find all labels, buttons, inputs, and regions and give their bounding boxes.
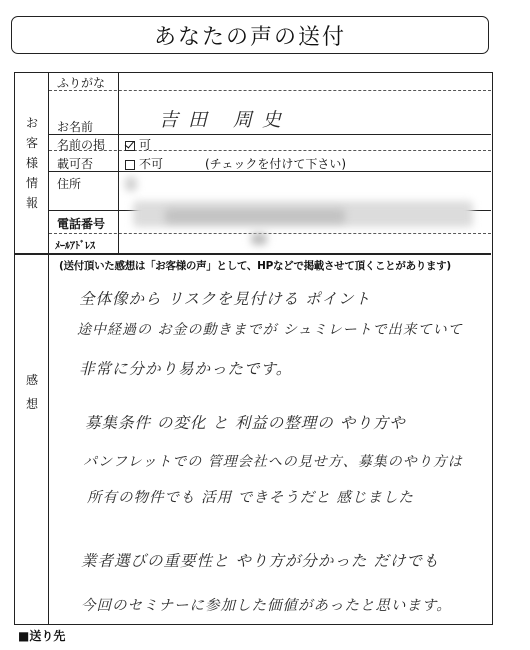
name-value: 吉田 周史 xyxy=(159,109,292,131)
impression-line: 途中経過の お金の動きまでが シュミレートで出来ていて xyxy=(77,322,463,338)
email-redacted xyxy=(251,233,267,245)
customer-label-char: お xyxy=(25,116,38,130)
publication-notice: (送付頂いた感想は「お客様の声」として、HPなどで掲載させて頂くことがあります) xyxy=(59,260,451,272)
publish-option-no[interactable] xyxy=(125,155,163,172)
address-redacted xyxy=(125,177,137,191)
impression-label-char: 感 xyxy=(25,373,38,387)
publish-row-divider xyxy=(49,150,491,151)
field-column-divider xyxy=(118,73,119,253)
section-divider xyxy=(15,253,491,255)
name-label: お名前 xyxy=(57,120,94,134)
furigana-label: ふりがな xyxy=(57,76,106,90)
customer-info-label xyxy=(15,113,49,213)
address-label: 住所 xyxy=(57,177,82,191)
page-title-text: あなたの声の送付 xyxy=(153,24,346,50)
customer-label-char: 客 xyxy=(25,136,38,150)
name-row-divider xyxy=(49,134,491,135)
checkbox-checked-icon[interactable] xyxy=(125,141,135,151)
impression-line: 今回のセミナーに参加した価値があったと思います。 xyxy=(81,598,452,614)
option-no-label: 不可 xyxy=(139,157,164,171)
impression-line: パンフレットでの 管理会社への見せ方、募集のやり方は xyxy=(83,454,463,470)
check-note: (チェックを付けて下さい) xyxy=(205,157,347,171)
impression-label xyxy=(15,368,49,416)
email-label: ﾒｰﾙｱﾄﾞﾚｽ xyxy=(55,241,95,252)
impression-line: 業者選びの重要性と やり方が分かった だけでも xyxy=(81,552,440,570)
publish-option-yes[interactable] xyxy=(125,136,151,153)
phone-label: 電話番号 xyxy=(57,217,106,231)
phone-row-divider xyxy=(49,233,491,234)
feedback-form xyxy=(14,72,493,625)
send-to-label: ■送り先 xyxy=(18,629,66,643)
publish-label-line1: 名前の掲 xyxy=(57,138,106,152)
customer-label-char: 報 xyxy=(25,196,38,210)
impression-line: 全体像から リスクを見付ける ポイント xyxy=(79,290,372,308)
customer-label-char: 様 xyxy=(25,156,38,170)
impression-line: 募集条件 の変化 と 利益の整理の やり方や xyxy=(85,414,406,432)
impression-label-char: 想 xyxy=(25,397,38,411)
impression-line: 非常に分かり易かったです。 xyxy=(79,360,293,378)
checkbox-empty-icon[interactable] xyxy=(125,160,135,170)
phone-redacted-dark xyxy=(165,209,345,223)
publish-label-line2: 載可否 xyxy=(57,157,94,171)
option-yes-label: 可 xyxy=(139,138,152,152)
customer-label-char: 情 xyxy=(25,176,38,190)
impression-line: 所有の物件でも 活用 できそうだと 感じました xyxy=(87,490,414,506)
page-title xyxy=(11,16,489,54)
furigana-divider xyxy=(49,90,491,91)
